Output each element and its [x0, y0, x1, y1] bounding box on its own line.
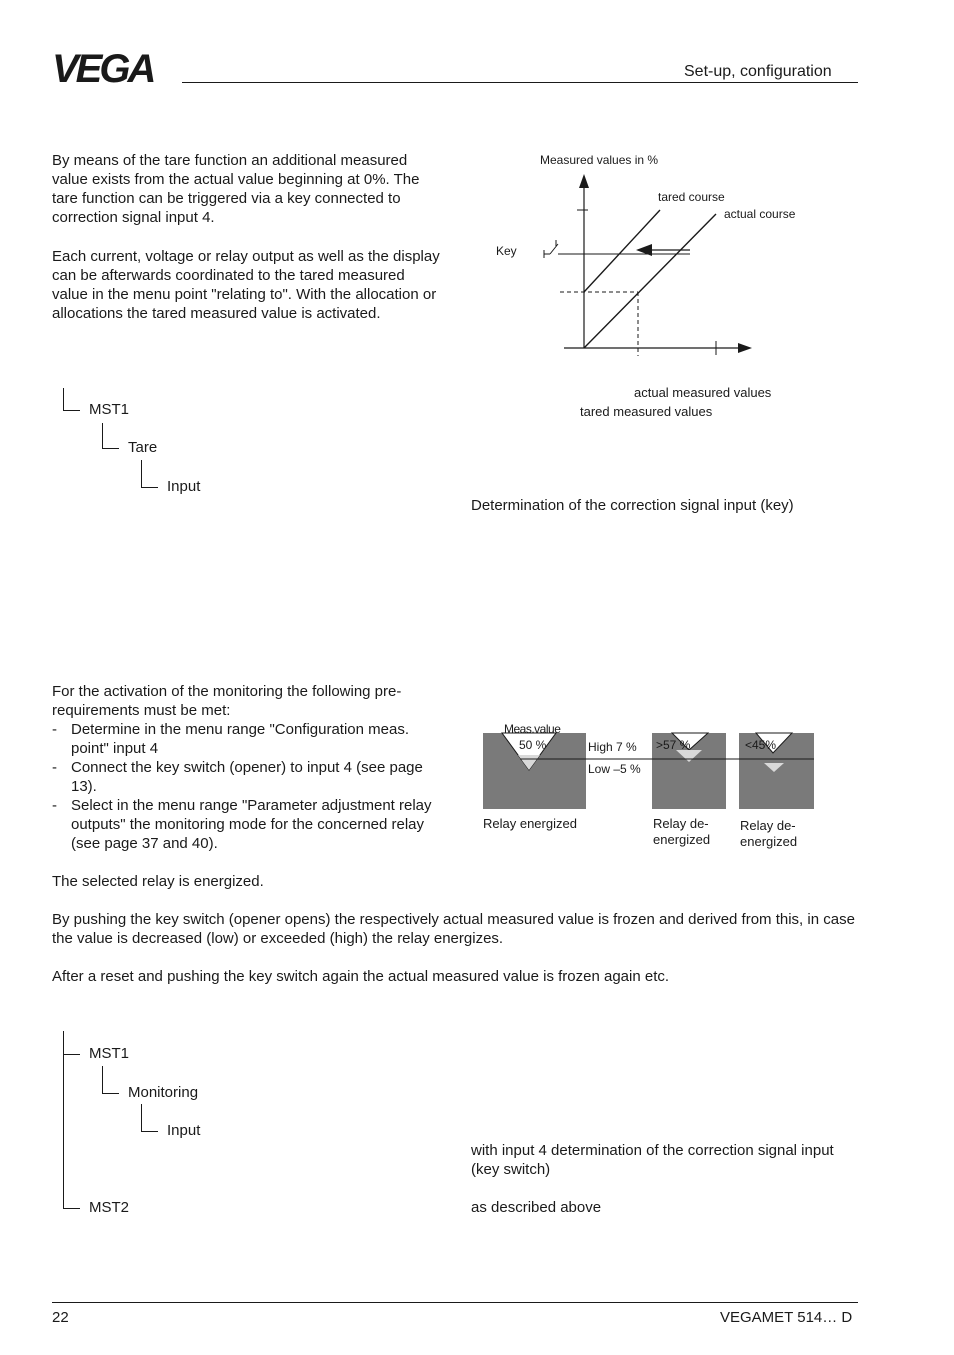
- product-name: VEGAMET 514… D: [720, 1309, 853, 1326]
- relay-high-value: >57 %: [656, 738, 691, 752]
- tare-paragraph-1: By means of the tare function an additional measured value exists from the actual value beginning at 0%. The tare function can be triggered via a key connected to correction signal input 4.: [52, 152, 420, 226]
- tare-menu-input: Input: [167, 478, 201, 495]
- tare-menu-tare: Tare: [128, 439, 158, 456]
- y-axis-arrow: [579, 174, 589, 188]
- relay-meas-value-label: Meas.value: [504, 722, 561, 736]
- actual-course-line: [584, 214, 716, 348]
- chart-tared-course-label: tared course: [658, 190, 725, 204]
- bullet-item: - Determine in the menu range "Configuration meas. point" input 4: [52, 721, 410, 757]
- bullet-item: - Connect the key switch (opener) to input 4 (see page 13).: [52, 759, 423, 795]
- monitoring-paragraph-selected: The selected relay is energized.: [52, 873, 264, 890]
- relay-low-label: Low –5 %: [588, 762, 641, 776]
- relay-low-value: <45%: [745, 738, 777, 752]
- monitoring-menu-mst2-description: as described above: [471, 1199, 602, 1216]
- chart-x-label-actual: actual measured values: [634, 385, 772, 400]
- monitoring-intro: For the activation of the monitoring the following pre-requirements must be met:: [52, 683, 402, 719]
- section-title: Set-up, configuration: [684, 63, 832, 80]
- chart-x-label-tared: tared measured values: [580, 404, 713, 419]
- relay-state-2: Relay de-energized: [653, 816, 711, 847]
- monitoring-paragraph-reset: After a reset and pushing the key switch again the actual measured value is frozen again etc.: [52, 968, 670, 985]
- relay-meas-value-pct: 50 %: [519, 738, 547, 752]
- chart-y-label: Measured values in %: [540, 153, 659, 167]
- vega-logo: [52, 50, 172, 86]
- monitoring-bullets: [52, 720, 442, 853]
- relay-state-3: Relay de-energized: [740, 818, 798, 849]
- monitoring-menu-mst1: MST1: [89, 1045, 130, 1062]
- x-axis-arrow: [738, 343, 752, 353]
- monitoring-paragraph-push: By pushing the key switch (opener opens) the respectively actual measured value is frozen and derived from this, in case the value is decreased (low) or exceeded (high) the relay energizes.: [52, 911, 855, 947]
- footer-rule: [52, 1302, 858, 1303]
- chart-actual-course-label: actual course: [724, 207, 796, 221]
- tare-chart: [530, 170, 770, 360]
- tare-paragraph-2: Each current, voltage or relay output as well as the display can be afterwards coordinated to the tared measured value in the menu point "relating to". With the allocation or allocations the tared measured value is activated.: [52, 248, 440, 322]
- tare-menu-description: Determination of the correction signal input (key): [471, 497, 794, 514]
- svg-text:VEGA: VEGA: [52, 50, 154, 86]
- header-rule: [182, 82, 858, 83]
- monitoring-menu-input: Input: [167, 1122, 201, 1139]
- monitoring-menu-input-description: with input 4 determination of the correction signal input (key switch): [471, 1142, 834, 1178]
- bullet-item: - Select in the menu range "Parameter adjustment relay outputs" the monitoring mode for the concerned relay (see page 37 and 40).: [52, 797, 432, 852]
- monitoring-menu-monitoring: Monitoring: [128, 1084, 199, 1101]
- monitoring-menu-mst2: MST2: [89, 1199, 130, 1216]
- tare-menu-mst1: MST1: [89, 401, 130, 418]
- chart-key-label: Key: [496, 244, 517, 258]
- page-number: 22: [52, 1309, 69, 1326]
- relay-high-label: High 7 %: [588, 740, 637, 754]
- relay-state-1: Relay energized: [483, 816, 577, 831]
